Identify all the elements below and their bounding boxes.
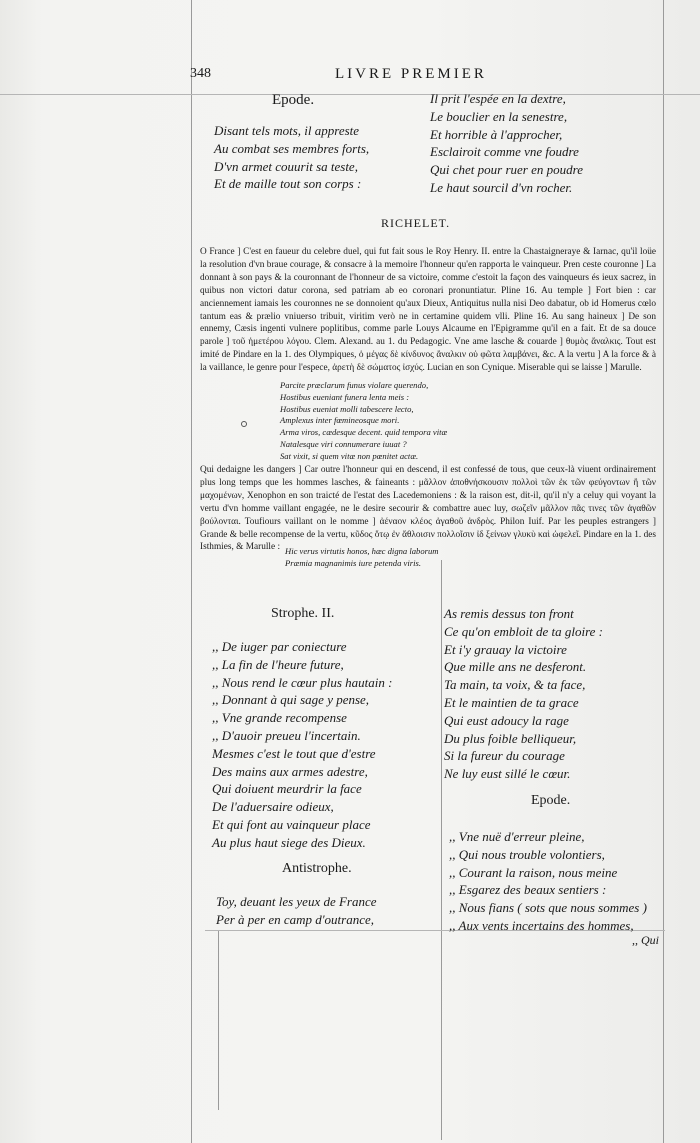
antistrophe-title: Antistrophe. [282,861,352,876]
verse-line: Et le maintien de ta grace [444,694,579,710]
verse-line: Du plus foible belliqueur, [444,730,577,746]
verse-line: Toy, deuant les yeux de France [216,894,377,909]
verse-line: Et horrible à l'approcher, [430,126,563,142]
verse-line: Ne luy eust sillé le cœur. [444,766,571,782]
right-column-verse [444,605,603,783]
verse-line: ,, Nous fians ( sots que nous sommes ) [449,900,647,916]
quote-line: Parcite præclarum funus violare querendo, [280,380,429,390]
top-epode-right-verse [430,90,583,197]
margin-mark [241,421,247,427]
catchword: ,, Qui [632,933,659,947]
left-margin-rule [191,0,192,1143]
page-number: 348 [190,66,211,81]
quote-line: Amplexus inter fœmineosque mori. [280,415,400,426]
running-title: LIVRE PREMIER [335,66,487,82]
verse-line: Qui eust adoucy la rage [444,712,569,728]
quote-line: Natalesque viri connumerare iuuat ? [280,438,407,449]
lower-left-rule [218,930,219,1110]
page-header [190,66,660,86]
column-divider-rule [441,560,442,1140]
verse-line: Il prit l'espée en la dextre, [430,91,566,106]
verse-line: ,, D'auoir preueu l'incertain. [212,727,361,743]
quote-line: Præmia magnanimis iure petenda viris. [285,557,421,568]
commentary-heading: RICHELET. [381,216,451,230]
verse-line: Au combat ses membres forts, [214,140,370,156]
verse-line: Per à per en camp d'outrance, [216,911,375,927]
verse-line: ,, Qui nous trouble volontiers, [449,846,605,862]
strophe-title: Strophe. II. [271,606,335,621]
commentary-paragraph-1 [200,246,656,375]
verse-line: D'vn armet couurit sa teste, [214,158,358,174]
verse-line: Des mains aux armes adestre, [212,763,368,779]
verse-line: Que mille ans ne desferont. [444,659,587,675]
marulle-quote [280,380,447,463]
verse-line: ,, De iuger par coniecture [212,639,347,654]
commentary-paragraph-2 [200,464,656,554]
quote-line: Sat vixit, si quem vitæ non pœnitet actæ. [280,450,419,461]
antistrophe-verse [216,893,377,929]
verse-line: De l'aduersaire odieux, [212,799,334,815]
quote-line: Arma viros, cædesque decent. quid tempora vitæ [280,427,448,438]
verse-line: Qui doiuent meurdrir la face [212,781,362,797]
bottom-epode-verse [449,828,647,935]
verse-line: Le haut sourcil d'vn rocher. [430,179,573,195]
verse-line: Mesmes c'est le tout que d'estre [212,745,376,761]
verse-line: Et de maille tout son corps : [214,176,362,192]
quote-line: Hostibus eueniant funera lenta meis : [280,391,410,402]
verse-line: Au plus haut siege des Dieux. [212,834,366,850]
strophe-verse [212,638,392,852]
verse-line: Et qui font au vainqueur place [212,816,371,832]
verse-line: Si la fureur du courage [444,748,565,764]
verse-line: ,, Donnant à qui sage y pense, [212,692,370,708]
verse-line: Ta main, ta voix, & ta face, [444,677,586,693]
verse-line: ,, Vne grande recompense [212,710,347,726]
verse-line: Qui chet pour ruer en poudre [430,162,583,178]
verse-line: Ce qu'on embloit de ta gloire : [444,623,603,639]
verse-line: ,, Nous rend le cœur plus hautain : [212,674,393,690]
verse-line: ,, La fin de l'heure future, [212,656,344,672]
top-rule [0,94,700,95]
top-epode-left-verse [214,122,369,193]
quote-line: Hic verus virtutis honos, hæc digna laborum [285,546,439,556]
commentary-text-1: O France ] C'est en faueur du celebre duel, qui fut fait sous le Roy Henry. II. entre la Chastaigneraye & Iarnac, qu'il loüe la resolution d'vn braue courage, & consacre à la memoire l'honneur qu'en rapporta le vainqueur. Pren ceste couronne ] La donnant à son pays & la couronnant de l'honneur de sa victoire, comme c'estoit la façon des vainqueurs és ieux sacrez, in quibus non victori datur corona, sed patriam ab eo coronari pronuntiatur. Pline 16. Au temple ] Fort bien : car anciennement iamais les couronnes ne se donnoient qu'aux Dieux, Antiquitus nulla nisi Deo dabatur, ob id Homerus cœlo tantum eas & prælio vniuerso tribuit, viritim verò ne in certamine quidem vlli. Pline 16. Au sang haineux ] De son ennemy, Cæsis ingenti vulnere poplitibus, comme parle Louys Alcaume en l'Epigramme qu'il en a fait. Et de sa douce parole ] τοῦ ἡμετέρου λόγου. Clem. Alexand. au 1. du Pedagogic. Vne ame lasche & couarde ] θυμὸς ἄναλκις. Tout est imité de Pindare en la 1. des Olympiques, ὁ μέγας δὲ κίνδυνος ἄναλκιν οὐ φῶτα λαμβάνει, &c. A la vertu ] A la force & à la vaillance, le genre pour l'espece, ἀρετὴ δὲ σώματος ἰσχύς. Lucian en son Cynique. Miserable qui se laisse ] Marulle. [200,247,656,374]
verse-line: ,, Courant la raison, nous meine [449,864,618,880]
marulle-quote-2 [285,546,439,570]
verse-line: Le bouclier en la senestre, [430,108,568,124]
commentary-text-2: Qui dedaigne les dangers ] Car outre l'honneur qui en descend, il est confessé de tous, que ceux-là viuent ordinairement plus long temps que les hommes lasches, & faineants : μᾶλλον ἀποθνήσκουσιν πολλοὶ τῶν ἐκ τῶν φεύγοντων ἢ τῶν μαχομένων, Xenophon en son traicté de l'estat des Lacedemoniens : & la raison est, dit-il, qu'il n'y a celuy qui voyant la vertu d'vn homme vaillant engagée, ne le desire secourir & combattre auec luy, σωζεῖν μᾶλλον πᾶς τινες τῶν ἀγαθῶν βούλονται. Toufiours vaillant on le nomme ] ἀέναον κλέος ἀγαθοῦ ἀνδρὸς. Philon Iuif. Par les peuples estrangers ] Grande & belle recompense de la vertu, κῦδος ὅτῳ ἐν ἄθλοισιν πολλοῖσιν ἰδ ξείνων γλυκὺ καὶ ὠφελεῖ. Pindare en la 1. des Isthmies, & Marulle : [200,465,656,553]
verse-line: Et i'y grauay la victoire [444,641,567,657]
verse-line: ,, Esgarez des beaux sentiers : [449,882,607,898]
right-margin-rule [663,0,664,1143]
verse-line: Disant tels mots, il apprestе [214,123,360,138]
verse-line: Esclairoit comme vne foudre [430,144,579,160]
bottom-epode-title: Epode. [531,793,571,808]
verse-line: ,, Vne nuë d'erreur pleine, [449,829,585,844]
top-epode-title: Epode. [272,92,315,108]
verse-line: As remis dessus ton front [444,606,574,621]
quote-line: Hostibus eueniat molli tabescere lecto, [280,403,414,414]
verse-line: ,, Aux vents incertains des hommes, [449,917,634,933]
